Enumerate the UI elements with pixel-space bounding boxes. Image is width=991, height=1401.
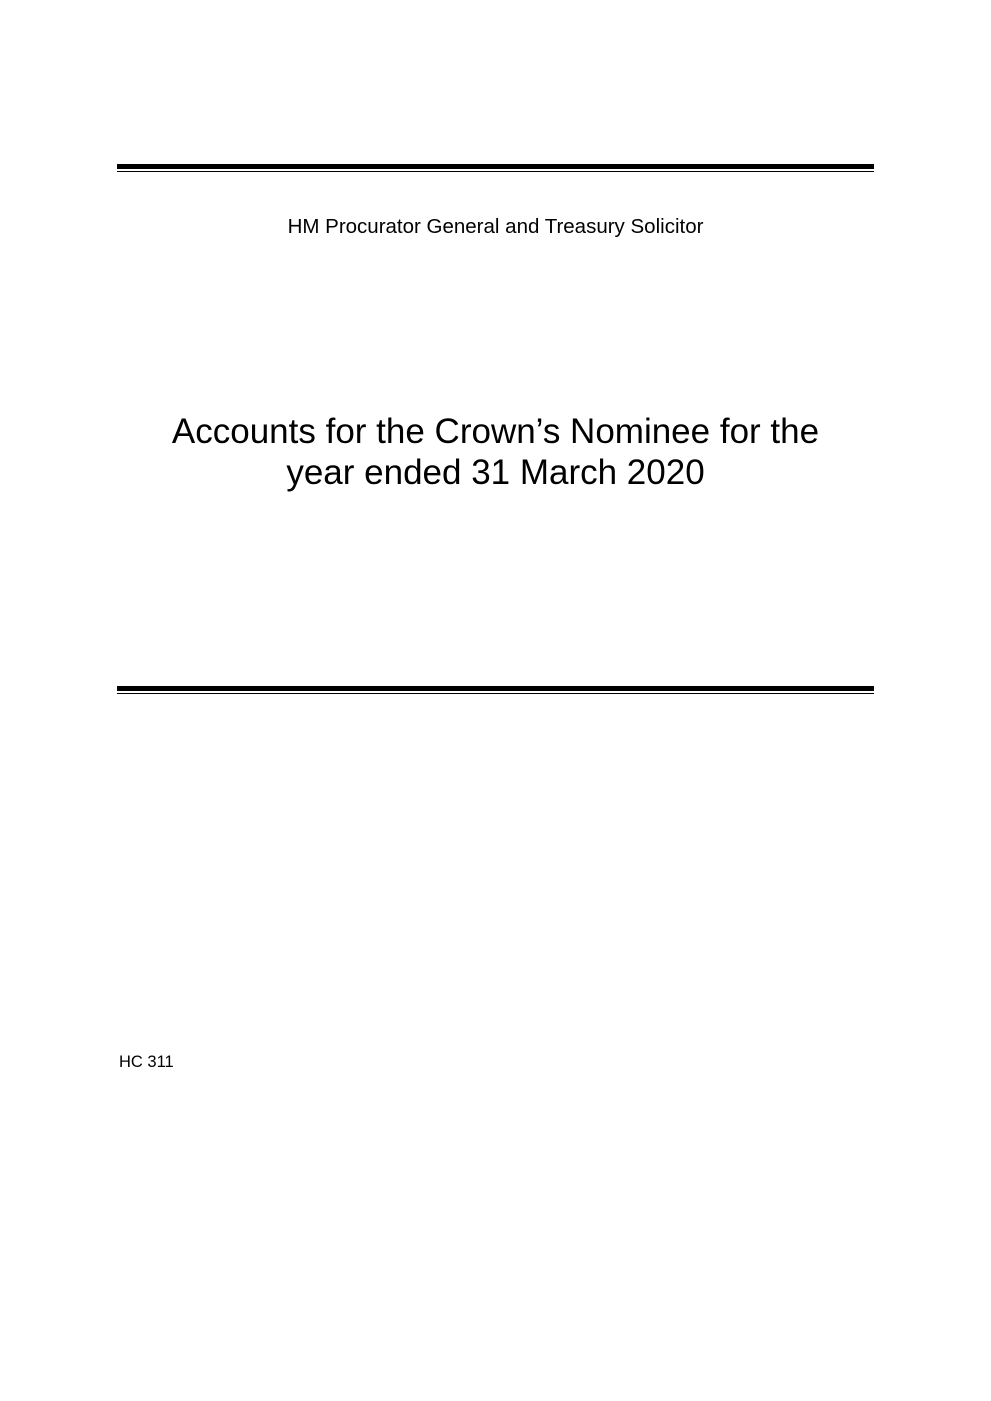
document-title-line-2: year ended 31 March 2020 <box>286 453 705 492</box>
organisation-name: HM Procurator General and Treasury Solicitor <box>287 215 704 238</box>
paper-reference: HC 311 <box>119 1053 174 1071</box>
top-double-rule <box>117 164 874 172</box>
bottom-double-rule <box>117 686 874 694</box>
document-title-line-1: Accounts for the Crown’s Nominee for the <box>171 412 820 451</box>
document-title <box>117 411 874 493</box>
